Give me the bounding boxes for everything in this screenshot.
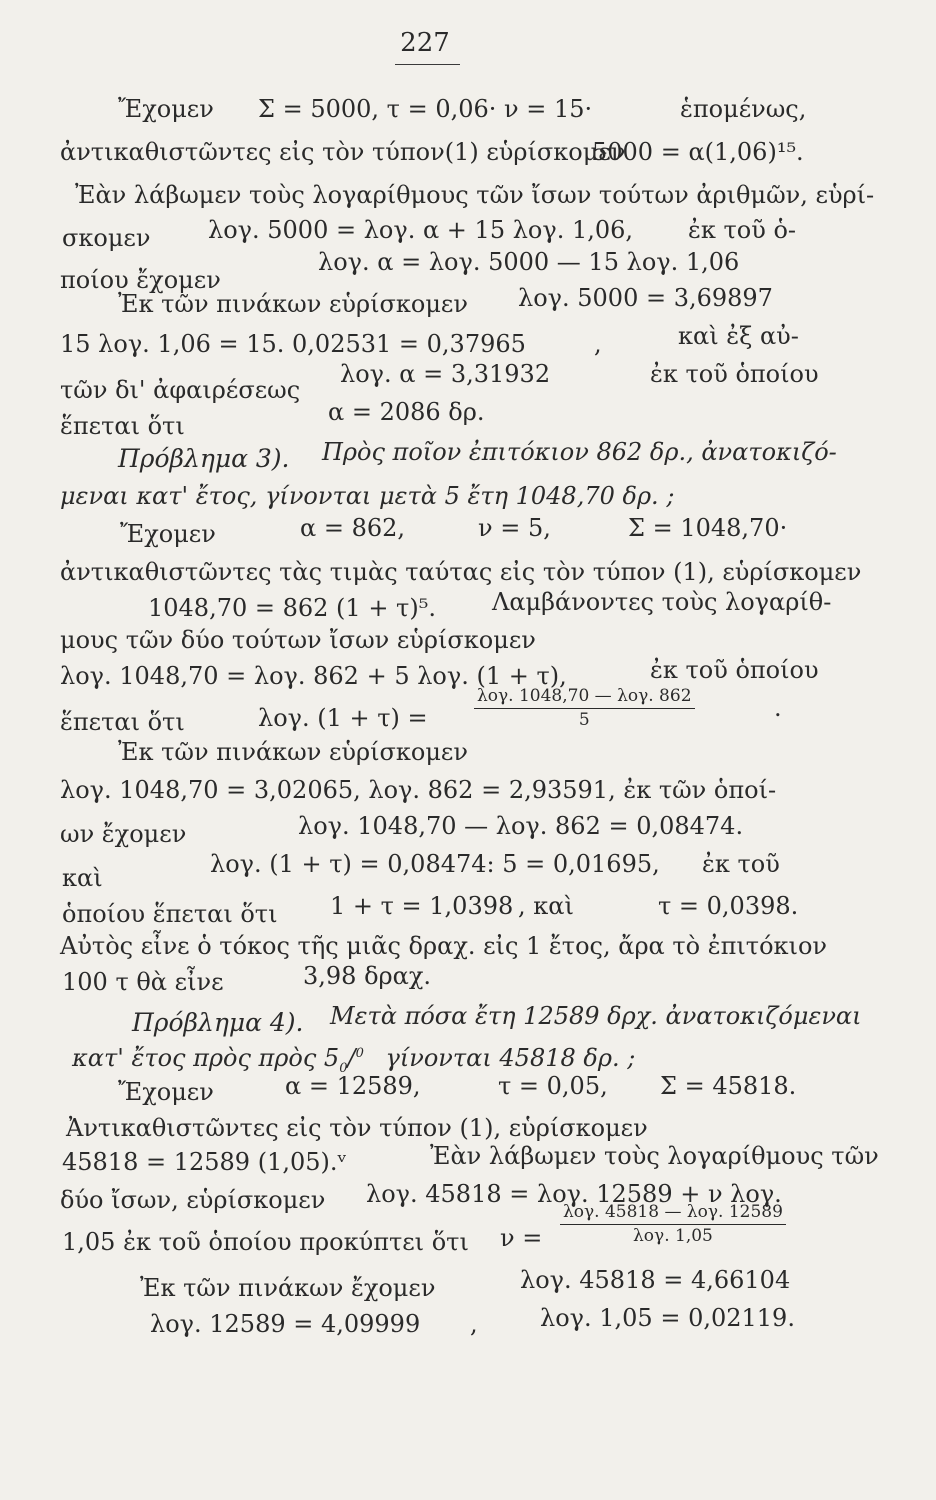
text-line: καὶ — [62, 864, 103, 892]
fraction-denominator: λογ. 1,05 — [633, 1226, 713, 1246]
text-line: 100 τ θὰ εἶνε — [62, 968, 224, 996]
percent-sup: 0 — [355, 1046, 364, 1061]
text-line: Ἐκ τῶν πινάκων ἔχομεν — [140, 1274, 436, 1302]
text-line: Αὐτὸς εἶνε ὁ τόκος τῆς μιᾶς δραχ. εἰς 1 ἔτος, ἄρα τὸ ἐπιτόκιον — [60, 932, 827, 960]
problem-4-statement — [72, 1046, 635, 1075]
text-line: 5000 = α(1,06)¹⁵. — [592, 138, 804, 166]
text-line: ων ἔχομεν — [60, 820, 187, 848]
text-line: μους τῶν δύο τούτων ἴσων εὑρίσκομεν — [60, 626, 536, 654]
text-line: Ἐὰν λάβωμεν τοὺς λογαρίθμους τῶν — [430, 1142, 879, 1170]
text-line: Ἔχομεν — [118, 1078, 214, 1106]
text-line: 45818 = 12589 (1,05).ᵛ — [62, 1148, 347, 1176]
text-line: λογ. 45818 = 4,66104 — [520, 1266, 791, 1294]
statement-part: κατ' ἔτος πρὸς πρὸς 5 — [72, 1044, 340, 1072]
text-line: ἀντικαθιστῶντες τὰς τιμὰς ταύτας εἰς τὸν τύπον (1), εὑρίσκομεν — [60, 558, 862, 586]
text-line: ἕπεται ὅτι — [60, 412, 185, 440]
text-line: ἐκ τοῦ ὁποίου — [650, 360, 819, 388]
text-line: 1048,70 = 862 (1 + τ)⁵. — [148, 594, 436, 622]
text-line: λογ. (1 + τ) = — [258, 704, 428, 732]
text-line: Ἔχομεν — [118, 95, 214, 123]
text-line: ἕπεται ὅτι — [60, 708, 185, 736]
problem-3-statement: μεναι κατ' ἔτος, γίνονται μετὰ 5 ἔτη 1048,70 δρ. ; — [60, 482, 675, 510]
text-line: ἀντικαθιστῶντες εἰς τὸν τύπον(1) εὑρίσκομεν — [60, 138, 626, 166]
text-line: Σ = 1048,70· — [628, 514, 788, 542]
text-line: λογ. 1,05 = 0,02119. — [540, 1304, 795, 1332]
percent-slash: / — [347, 1044, 356, 1072]
text-line: , — [470, 1310, 478, 1338]
text-line: τῶν δι' ἀφαιρέσεως — [60, 376, 301, 404]
text-line: ἐκ τοῦ — [702, 850, 780, 878]
text-line: 3,98 δραχ. — [303, 962, 432, 990]
text-line: 1,05 ἐκ τοῦ ὁποίου προκύπτει ὅτι — [62, 1228, 469, 1256]
text-line: ποίου ἔχομεν — [60, 266, 221, 294]
text-line: λογ. α = λογ. 5000 — 15 λογ. 1,06 — [318, 248, 740, 276]
text-line: λογ. 12589 = 4,09999 — [150, 1310, 421, 1338]
text-line: λογ. (1 + τ) = 0,08474: 5 = 0,01695, — [210, 850, 660, 878]
fraction-numerator: λογ. 1048,70 — λογ. 862 — [474, 688, 695, 709]
problem-4-label: Πρόβλημα 4). — [132, 1008, 304, 1037]
text-line: . — [774, 694, 782, 722]
text-line: λογ. 5000 = λογ. α + 15 λογ. 1,06, — [208, 216, 634, 244]
text-line: ἑπομένως, — [680, 95, 807, 123]
text-line: Σ = 5000, τ = 0,06· ν = 15· — [258, 95, 593, 123]
text-line: ὁποίου ἕπεται ὅτι — [62, 900, 278, 928]
text-line: , — [594, 330, 602, 358]
problem-3-statement: Πρὸς ποῖον ἐπιτόκιον 862 δρ., ἀνατοκιζό- — [322, 438, 837, 466]
text-line: 15 λογ. 1,06 = 15. 0,02531 = 0,37965 — [60, 330, 526, 358]
text-line: Ἐκ τῶν πινάκων εὑρίσκομεν — [118, 738, 468, 766]
text-line: α = 862, — [300, 514, 406, 542]
text-line: λογ. 5000 = 3,69897 — [518, 284, 773, 312]
text-line: ἐκ τοῦ ὁποίου — [650, 656, 819, 684]
text-line: λογ. 1048,70 — λογ. 862 = 0,08474. — [298, 812, 744, 840]
fraction — [474, 688, 695, 729]
page-number: 227 — [400, 28, 450, 58]
fraction — [560, 1204, 786, 1245]
text-line: Λαμβάνοντες τοὺς λογαρίθ- — [492, 588, 832, 616]
text-line: λογ. 1048,70 = 3,02065, λογ. 862 = 2,93591, ἐκ τῶν ὁποί- — [60, 776, 777, 804]
text-line: τ = 0,05, — [498, 1072, 608, 1100]
fraction-numerator: λογ. 45818 — λογ. 12589 — [560, 1204, 786, 1225]
text-line: σκομεν — [62, 224, 151, 252]
problem-4-statement: Μετὰ πόσα ἔτη 12589 δρχ. ἀνατοκιζόμεναι — [330, 1002, 862, 1030]
text-line: Ἀντικαθιστῶντες εἰς τὸν τύπον (1), εὑρίσκομεν — [66, 1114, 648, 1142]
text-line: ν = — [500, 1224, 543, 1252]
fraction-denominator: 5 — [578, 710, 590, 730]
text-line: Ἔχομεν — [120, 520, 216, 548]
text-line: α = 2086 δρ. — [328, 398, 485, 426]
text-line: ἐκ τοῦ ὁ- — [688, 216, 797, 244]
text-line: Ἐὰν λάβωμεν τοὺς λογαρίθμους τῶν ἴσων τούτων ἀριθμῶν, εὑρί- — [75, 181, 875, 209]
problem-3-label: Πρόβλημα 3). — [118, 444, 290, 473]
text-line: λογ. α = 3,31932 — [340, 360, 551, 388]
text-line: τ = 0,0398. — [658, 892, 799, 920]
page-number-rule — [395, 64, 460, 65]
text-line: καὶ ἐξ αὐ- — [678, 322, 799, 350]
text-line: Σ = 45818. — [660, 1072, 797, 1100]
text-line: , καὶ — [518, 892, 574, 920]
text-line: 1 + τ = 1,0398 — [330, 892, 514, 920]
text-line: α = 12589, — [285, 1072, 421, 1100]
text-line: λογ. 1048,70 = λογ. 862 + 5 λογ. (1 + τ), — [60, 662, 567, 690]
text-line: Ἐκ τῶν πινάκων εὑρίσκομεν — [118, 290, 468, 318]
statement-part: γίνονται 45818 δρ. ; — [385, 1044, 636, 1072]
percent-sub: 0 — [339, 1060, 348, 1076]
text-line: λογ. 45818 = λογ. 12589 + ν λογ. — [366, 1180, 782, 1208]
text-line: δύο ἴσων, εὑρίσκομεν — [60, 1186, 326, 1214]
text-line: ν = 5, — [478, 514, 551, 542]
